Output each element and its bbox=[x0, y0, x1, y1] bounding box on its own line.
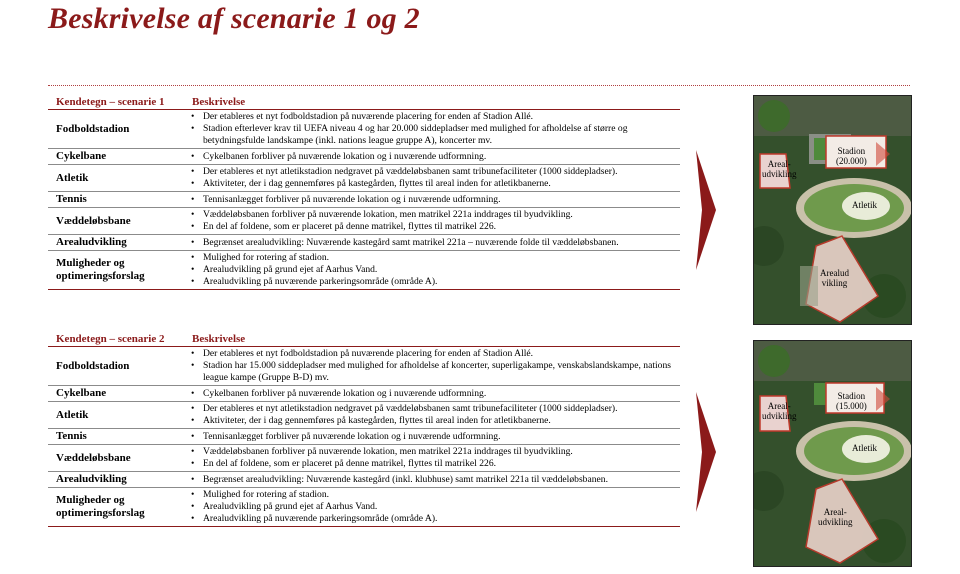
row-description bbox=[184, 192, 680, 208]
row-description bbox=[184, 149, 680, 165]
bullet-list bbox=[185, 474, 679, 486]
row-key: Fodboldstadion bbox=[48, 347, 184, 386]
row-description bbox=[184, 488, 680, 527]
aerial-map-image bbox=[754, 341, 911, 566]
bullet-list bbox=[185, 111, 679, 147]
chevron-right-icon bbox=[696, 150, 716, 270]
map-1-areal-left-2: udvikling bbox=[762, 169, 797, 179]
bullet-item: • Tennisanlægget forbliver på nuværende lokation og i nuværende udformning. bbox=[203, 431, 679, 443]
row-description bbox=[184, 110, 680, 149]
row-key: Tennis bbox=[48, 192, 184, 208]
bullet-item: • En del af foldene, som er placeret på denne matrikel, flyttes til matrikel 226. bbox=[203, 221, 679, 233]
bullet-item: • Cykelbanen forbliver på nuværende lokation og i nuværende udformning. bbox=[203, 151, 679, 163]
scenario-2-map bbox=[753, 340, 912, 567]
map-1-areal-bottom-2: vikling bbox=[821, 278, 848, 288]
map-1-atletik-label: Atletik bbox=[852, 200, 877, 210]
map-2-areal-left-2: udvikling bbox=[762, 411, 797, 421]
map-2-areal-left-1: Areal- bbox=[767, 401, 791, 411]
map-1-stadion-label: Stadion bbox=[837, 146, 866, 156]
scenario-1-map bbox=[753, 95, 912, 325]
bullet-item: • Arealudvikling på nuværende parkeringsområde (område A). bbox=[203, 276, 679, 288]
row-description bbox=[184, 165, 680, 192]
bullet-item: • Begrænset arealudvikling: Nuværende kastegård samt matrikel 221a – nuværende folde til væddeløbsbanen. bbox=[203, 237, 679, 249]
bullet-list bbox=[185, 209, 679, 233]
bullet-item: • Mulighed for rotering af stadion. bbox=[203, 252, 679, 264]
table-row bbox=[48, 347, 680, 386]
table-row bbox=[48, 402, 680, 429]
scenario-2-header-key: Kendetegn – scenarie 2 bbox=[48, 329, 184, 347]
bullet-list bbox=[185, 237, 679, 249]
bullet-item: • Aktiviteter, der i dag gennemføres på kastegården, flyttes til areal inden for atletikbanerne. bbox=[203, 415, 679, 427]
bullet-item: • Stadion har 15.000 siddepladser med mulighed for afholdelse af koncerter, superligakampe, venskabslandskampe, nations league kampe (Gruppe B-D) mv. bbox=[203, 360, 679, 384]
bullet-list bbox=[185, 489, 679, 525]
row-key: Muligheder og optimeringsforslag bbox=[48, 251, 184, 290]
row-description bbox=[184, 251, 680, 290]
table-row bbox=[48, 472, 680, 488]
row-description bbox=[184, 429, 680, 445]
map-2-areal-bottom-2: udvikling bbox=[818, 517, 853, 527]
map-2-stadion-label: Stadion bbox=[837, 391, 866, 401]
row-key: Muligheder og optimeringsforslag bbox=[48, 488, 184, 527]
bullet-list bbox=[185, 388, 679, 400]
bullet-item: • Væddeløbsbanen forbliver på nuværende lokation, men matrikel 221a inddrages til byudvikling. bbox=[203, 446, 679, 458]
row-description bbox=[184, 386, 680, 402]
bullet-item: • Væddeløbsbanen forbliver på nuværende lokation, men matrikel 221a inddrages til byudvikling. bbox=[203, 209, 679, 221]
table-row bbox=[48, 386, 680, 402]
bullet-item: • Der etableres et nyt atletikstadion nedgravet på væddeløbsbanen samt tribunefaciliteter (1000 siddepladser). bbox=[203, 166, 679, 178]
bullet-list bbox=[185, 166, 679, 190]
map-1-areal-bottom-1: Arealud bbox=[820, 268, 849, 278]
map-2-atletik-label: Atletik bbox=[852, 443, 877, 453]
row-key: Cykelbane bbox=[48, 386, 184, 402]
bullet-list bbox=[185, 446, 679, 470]
scenario-1-table bbox=[48, 92, 680, 290]
bullet-list bbox=[185, 151, 679, 163]
scenario-1-header-desc: Beskrivelse bbox=[184, 92, 680, 110]
bullet-item: • Tennisanlægget forbliver på nuværende lokation og i nuværende udformning. bbox=[203, 194, 679, 206]
bullet-item: • Begrænset arealudvikling: Nuværende kastegård (inkl. klubhuse) samt matrikel 221a til væddeløbsbanen. bbox=[203, 474, 679, 486]
chevron-right-icon bbox=[696, 392, 716, 512]
row-key: Væddeløbsbane bbox=[48, 445, 184, 472]
table-row bbox=[48, 488, 680, 527]
table-row bbox=[48, 149, 680, 165]
scenario-1-rows bbox=[48, 110, 680, 290]
row-description bbox=[184, 402, 680, 429]
table-row bbox=[48, 208, 680, 235]
bullet-item: • Cykelbanen forbliver på nuværende lokation og i nuværende udformning. bbox=[203, 388, 679, 400]
dotted-divider bbox=[48, 85, 910, 86]
bullet-list bbox=[185, 194, 679, 206]
map-2-areal-bottom-1: Areal- bbox=[823, 507, 847, 517]
row-key: Arealudvikling bbox=[48, 472, 184, 488]
bullet-item: • Stadion efterlever krav til UEFA niveau 4 og har 20.000 siddepladser med mulighed for afholdelse af større og betydningsfulde landskampe (inkl. nations league gruppe A), koncerter mv. bbox=[203, 123, 679, 147]
table-row bbox=[48, 251, 680, 290]
row-key: Tennis bbox=[48, 429, 184, 445]
row-key: Atletik bbox=[48, 165, 184, 192]
map-1-capacity-label: (20.000) bbox=[836, 156, 867, 166]
bullet-list bbox=[185, 252, 679, 288]
bullet-list bbox=[185, 348, 679, 384]
table-row bbox=[48, 235, 680, 251]
bullet-item: • Aktiviteter, der i dag gennemføres på kastegården, flyttes til areal inden for atletikbanerne. bbox=[203, 178, 679, 190]
aerial-map-image bbox=[754, 96, 911, 324]
table-row bbox=[48, 165, 680, 192]
page-title: Beskrivelse af scenarie 1 og 2 bbox=[48, 2, 420, 35]
scenario-2-rows bbox=[48, 347, 680, 527]
bullet-item: • Der etableres et nyt atletikstadion nedgravet på væddeløbsbanen samt tribunefaciliteter (1000 siddepladser). bbox=[203, 403, 679, 415]
scenario-2-header-desc: Beskrivelse bbox=[184, 329, 680, 347]
bullet-item: • Arealudvikling på grund ejet af Aarhus Vand. bbox=[203, 264, 679, 276]
scenario-1-header-key: Kendetegn – scenarie 1 bbox=[48, 92, 184, 110]
scenario-2-table bbox=[48, 329, 680, 527]
row-key: Atletik bbox=[48, 402, 184, 429]
row-key: Cykelbane bbox=[48, 149, 184, 165]
row-description bbox=[184, 208, 680, 235]
map-2-capacity-label: (15.000) bbox=[836, 401, 867, 411]
bullet-list bbox=[185, 431, 679, 443]
bullet-list bbox=[185, 403, 679, 427]
row-description bbox=[184, 235, 680, 251]
table-row bbox=[48, 429, 680, 445]
map-1-areal-left-1: Areal- bbox=[767, 159, 791, 169]
bullet-item: • Mulighed for rotering af stadion. bbox=[203, 489, 679, 501]
table-row bbox=[48, 110, 680, 149]
bullet-item: • En del af foldene, som er placeret på denne matrikel, flyttes til matrikel 226. bbox=[203, 458, 679, 470]
row-key: Fodboldstadion bbox=[48, 110, 184, 149]
row-key: Væddeløbsbane bbox=[48, 208, 184, 235]
bullet-item: • Arealudvikling på nuværende parkeringsområde (område A). bbox=[203, 513, 679, 525]
row-description bbox=[184, 472, 680, 488]
bullet-item: • Arealudvikling på grund ejet af Aarhus Vand. bbox=[203, 501, 679, 513]
row-key: Arealudvikling bbox=[48, 235, 184, 251]
bullet-item: • Der etableres et nyt fodboldstadion på nuværende placering for enden af Stadion Allé. bbox=[203, 348, 679, 360]
row-description bbox=[184, 445, 680, 472]
row-description bbox=[184, 347, 680, 386]
bullet-item: • Der etableres et nyt fodboldstadion på nuværende placering for enden af Stadion Allé. bbox=[203, 111, 679, 123]
table-row bbox=[48, 445, 680, 472]
table-row bbox=[48, 192, 680, 208]
